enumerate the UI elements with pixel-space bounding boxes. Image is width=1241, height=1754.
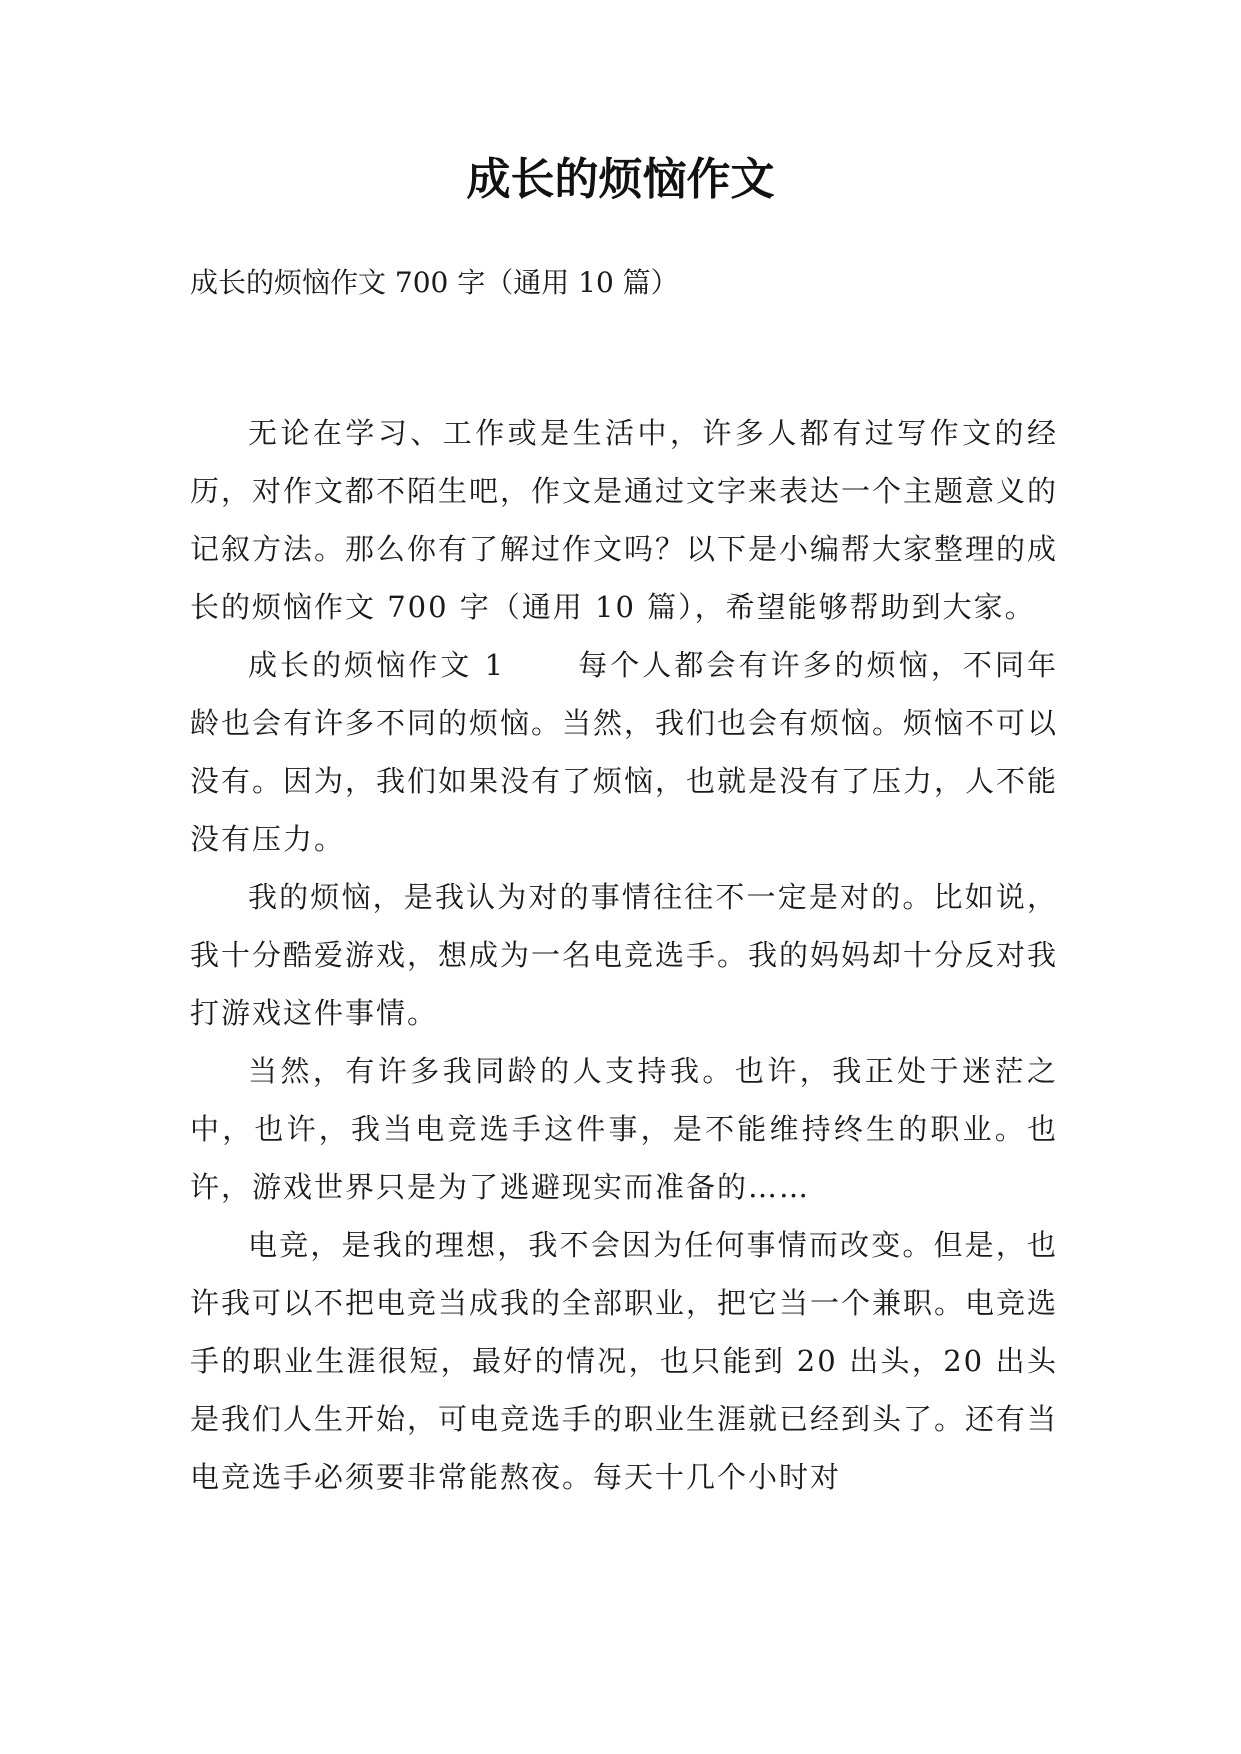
- essay-paragraph: 电竞，是我的理想，我不会因为任何事情而改变。但是，也许我可以不把电竞当成我的全部职业，把它当一个兼职。电竞选手的职业生涯很短，最好的情况，也只能到 20 出头，20 出头是我们人生开始，可电竞选手的职业生涯就已经到头了。还有当电竞选手必须要非常能熬夜。每天十几个小时对: [190, 1228, 1059, 1494]
- essay-1-paragraph: [190, 636, 1058, 868]
- intro-paragraph: 无论在学习、工作或是生活中，许多人都有过写作文的经历，对作文都不陌生吧，作文是通过文字来表达一个主题意义的记叙方法。那么你有了解过作文吗？以下是小编帮大家整理的成长的烦恼作文 700 字（通用 10 篇），希望能够帮助到大家。: [190, 416, 1059, 624]
- document-body: [190, 404, 1058, 1506]
- essay-1-heading: 成长的烦恼作文 1: [248, 648, 506, 682]
- document-title: 成长的烦恼作文: [466, 154, 775, 205]
- essay-paragraph: 当然，有许多我同龄的人支持我。也许，我正处于迷茫之中，也许，我当电竞选手这件事，是不能维持终生的职业。也许，游戏世界只是为了逃避现实而准备的……: [190, 1054, 1058, 1204]
- essay-1-text: 每个人都会有许多的烦恼，不同年龄也会有许多不同的烦恼。当然，我们也会有烦恼。烦恼不可以没有。因为，我们如果没有了烦恼，也就是没有了压力，人不能没有压力。: [190, 648, 1059, 856]
- essay-paragraph: 我的烦恼，是我认为对的事情往往不一定是对的。比如说，我十分酷爱游戏，想成为一名电竞选手。我的妈妈却十分反对我打游戏这件事情。: [190, 880, 1059, 1030]
- document-subtitle: 成长的烦恼作文 700 字（通用 10 篇）: [190, 266, 679, 299]
